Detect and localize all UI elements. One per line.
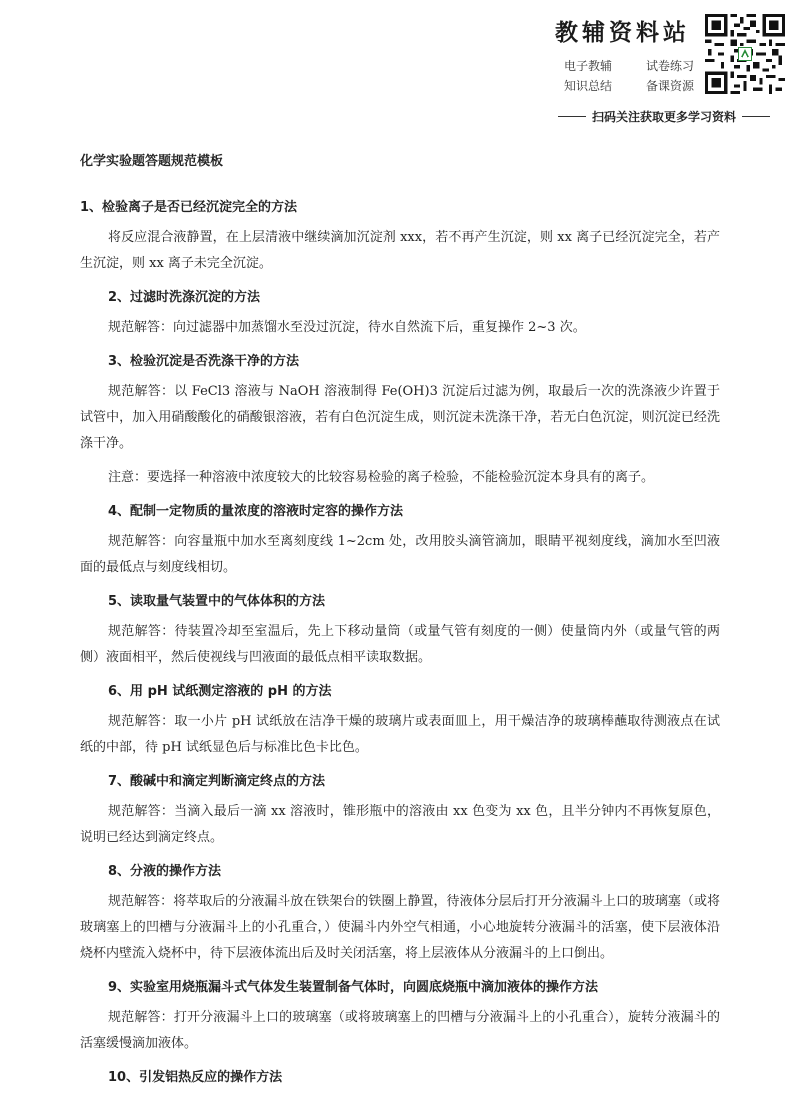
scan-caption [552,108,776,125]
section-paragraph: 规范解答：打开分液漏斗上口的玻璃塞（或将玻璃塞上的凹槽与分液漏斗上的小孔重合），旋转分液漏斗的活塞缓慢滴加液体。 [80,1010,720,1051]
section-paragraph: 将反应混合液静置，在上层清液中继续滴加沉淀剂 xxx，若不再产生沉淀，则 xx 离子已经沉淀完全，若产生沉淀，则 xx 离子未完全沉淀。 [80,230,720,271]
brand-tag: 知识总结 [564,79,613,93]
section-paragraph: 规范解答：当滴入最后一滴 xx 溶液时，锥形瓶中的溶液由 xx 色变为 xx 色，且半分钟内不再恢复原色，说明已经达到滴定终点。 [80,804,720,845]
qr-code-icon [705,14,785,94]
section-heading: 4、配制一定物质的量浓度的溶液时定容的操作方法 [108,504,404,519]
document-title: 化学实验题答题规范模板 [80,154,224,169]
section-heading: 7、酸碱中和滴定判断滴定终点的方法 [108,774,326,789]
section-heading: 3、检验沉淀是否洗涤干净的方法 [108,354,300,369]
divider [558,116,586,117]
brand-tags [564,56,694,96]
section-paragraph: 规范解答：向容量瓶中加水至离刻度线 1~2cm 处，改用胶头滴管滴加，眼睛平视刻度线，滴加水至凹液面的最低点与刻度线相切。 [80,534,720,575]
section-paragraph: 规范解答：向过滤器中加蒸馏水至没过沉淀，待水自然流下后，重复操作 2~3 次。 [108,320,586,335]
document-body [80,150,720,1091]
brand-tag: 试卷练习 [645,59,694,73]
section-paragraph: 注意：要选择一种溶液中浓度较大的比较容易检验的离子检验，不能检验沉淀本身具有的离子。 [108,470,655,485]
brand-tag: 电子教辅 [564,59,613,73]
section-heading: 10、引发铝热反应的操作方法 [108,1070,283,1085]
brand-tag-row [564,76,694,96]
brand-tag: 备课资源 [645,79,694,93]
section-paragraph: 规范解答：取一小片 pH 试纸放在洁净干燥的玻璃片或表面皿上，用干燥洁净的玻璃棒蘸取待测液点在试纸的中部，待 pH 试纸显色后与标准比色卡比色。 [80,714,720,755]
section-paragraph: 规范解答：以 FeCl3 溶液与 NaOH 溶液制得 Fe(OH)3 沉淀后过滤为例，取最后一次的洗涤液少许置于试管中，加入用硝酸酸化的硝酸银溶液，若有白色沉淀生成，则沉淀未洗涤干净，若无白色沉淀，则沉淀已经洗涤干净。 [80,384,720,451]
section-heading: 5、读取量气装置中的气体体积的方法 [108,594,326,609]
section-heading: 8、分液的操作方法 [108,864,222,879]
page-header [0,0,800,130]
divider [742,116,770,117]
brand-title: 教辅资料站 [555,20,690,46]
scan-text: 扫码关注获取更多学习资料 [591,110,736,124]
section-paragraph: 规范解答：将萃取后的分液漏斗放在铁架台的铁圈上静置，待液体分层后打开分液漏斗上口的玻璃塞（或将玻璃塞上的凹槽与分液漏斗上的小孔重合，）使漏斗内外空气相通，小心地旋转分液漏斗的活塞，使下层液体沿烧杯内壁流入烧杯中，待下层液体流出后及时关闭活塞，将上层液体从分液漏斗的上口倒出。 [80,894,720,961]
section-paragraph: 规范解答：待装置冷却至室温后，先上下移动量筒（或量气管有刻度的一侧）使量筒内外（或量气管的两侧）液面相平，然后使视线与凹液面的最低点相平读取数据。 [80,624,720,665]
brand-tag-row [564,56,694,76]
section-heading: 1、检验离子是否已经沉淀完全的方法 [80,200,298,215]
section-heading: 2、过滤时洗涤沉淀的方法 [108,290,261,305]
section-heading: 6、用 pH 试纸测定溶液的 pH 的方法 [108,684,332,699]
section-heading: 9、实验室用烧瓶漏斗式气体发生装置制备气体时，向圆底烧瓶中滴加液体的操作方法 [108,980,599,995]
